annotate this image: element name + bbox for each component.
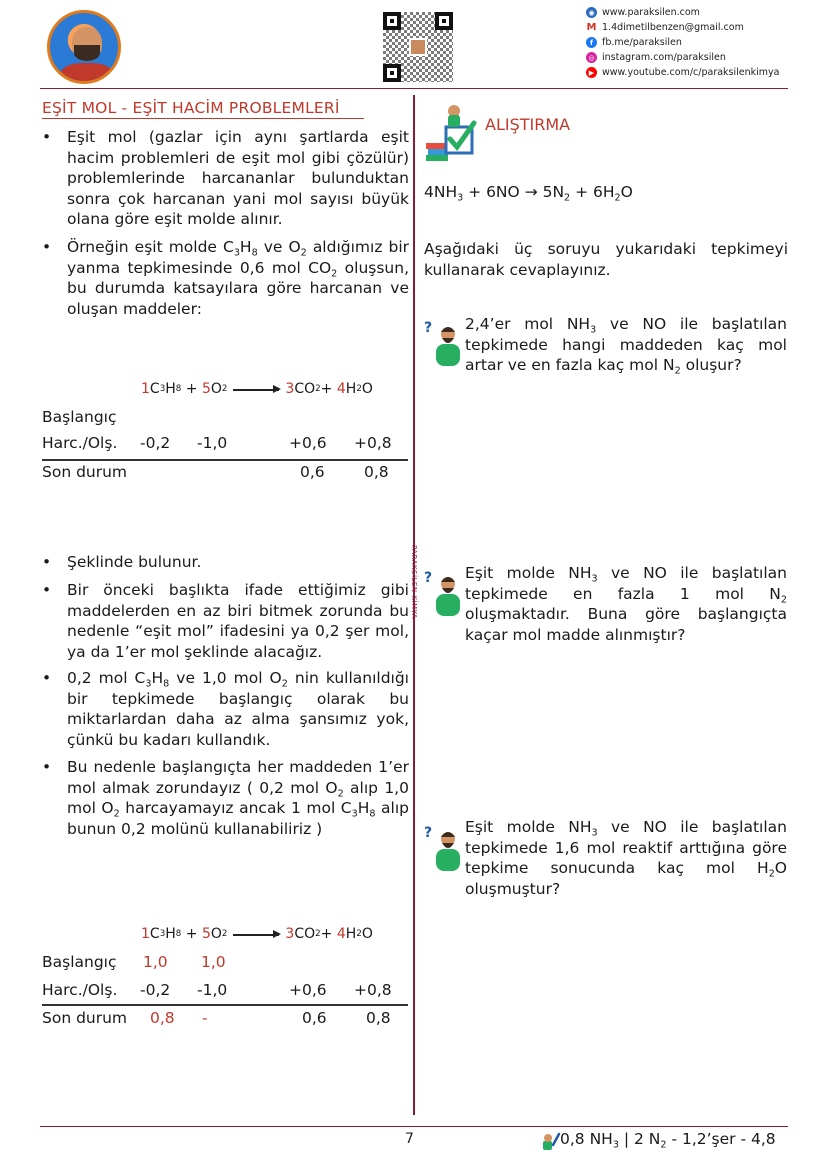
table2-rule [42, 1004, 408, 1006]
contact-list [586, 5, 818, 80]
bullet-2: • Örneğin eşit molde $C_3H_8$ ve $O_2$ aldığımız bir yanma tepkimesinde 0,6 mol $CO_2$ oluşsun, bu durumda katsayılara göre harcanan ve oluşan maddeler: [67, 237, 409, 319]
bullet-3: • Şeklinde bulunur. [67, 552, 409, 573]
table2-cell: -0,2 [140, 981, 171, 999]
table1-row-end: Son durum [42, 463, 128, 481]
footer-divider [40, 1126, 788, 1127]
table1-cell: +0,6 [289, 434, 327, 452]
table2-cell: 1,0 [143, 953, 168, 971]
exercise-title: ALIŞTIRMA [485, 115, 571, 134]
table2-cell: 0,8 [150, 1009, 175, 1027]
web-icon: ◉ [586, 7, 597, 18]
teacher-question-icon [424, 823, 462, 873]
section-title-underline [42, 118, 364, 119]
table2-cell: 1,0 [201, 953, 226, 971]
table2-cell: -1,0 [197, 981, 228, 999]
question-3: Eşit molde $NH_3$ ve NO ile başlatılan tepkimede 1,6 mol reaktif arttığına göre tepkime sonucunda kaç mol $H_2O$ oluşmuştur? [465, 818, 787, 898]
facebook-icon: f [586, 37, 597, 48]
reaction-arrow [233, 389, 279, 391]
teacher-question-icon [424, 318, 462, 368]
header-divider [40, 88, 788, 89]
reaction-equation-2: 1 C 3 H 8 + 5 O 2 3 CO 2 + 4 H 2 O [141, 926, 373, 942]
contact-email[interactable]: M 1.4dimetilbenzen@gmail.com [586, 22, 744, 33]
answer-key-icon [541, 1131, 561, 1151]
reaction-equation-main: $4NH_3 + 6NO \to 5N_2 + 6H_2O$ [424, 183, 633, 204]
bullet-6: • Bu nedenle başlangıçta her maddeden 1’er mol almak zorundayız ( 0,2 mol $O_2$ alıp 1,0 mol $O_2$ harcayamayız ancak 1 mol $C_3H_8$ alıp bunun 0,2 molünü kullanabiliriz ) [67, 757, 409, 839]
table2-row-start: Başlangıç [42, 953, 117, 971]
table2-cell: 0,6 [302, 1009, 327, 1027]
bullet-1: • Eşit mol (gazlar için aynı şartlarda eşit hacim problemleri de eşit mol gibi çözülür) problemlerinde harcananlar bulunduktan sonra çok harcanan yani mol sayısı büyük olana göre eşit molde alınır. [67, 127, 409, 230]
contact-facebook[interactable]: f fb.me/paraksilen [586, 35, 818, 50]
table2-cell: - [202, 1009, 208, 1027]
table2-row-change: Harc./Olş. [42, 981, 118, 999]
table1-rule [42, 459, 408, 461]
table1-cell: -1,0 [197, 434, 228, 452]
svg-text:?: ? [424, 570, 433, 586]
contact-website[interactable]: ◉ www.paraksilen.com [586, 5, 818, 20]
table2-cell: 0,8 [366, 1009, 391, 1027]
bullet-5: • 0,2 mol $C_3H_8$ ve 1,0 mol $O_2$ nin kullanıldığı bir tepkimede başlangıç olarak bu miktarlardan daha az alma şansımız yok, çünkü bu kadarı kullandık. [67, 668, 409, 750]
author-avatar [47, 10, 121, 84]
question-2: Eşit molde $NH_3$ ve NO ile başlatılan tepkimede en fazla 1 mol $N_2$ oluşmaktadır. Buna göre başlangıçta kaçar mol madde alınmıştır? [465, 564, 787, 644]
question-1: 2,4’er mol $NH_3$ ve NO ile başlatılan tepkimede hangi maddeden kaç mol artar ve en fazla kaç mol $N_2$ oluşur? [465, 315, 788, 377]
teacher-question-icon [424, 568, 462, 618]
bullet-4: • Bir önceki başlıkta ifade ettiğimiz gibi maddelerden en az biri bitmek zorunda bu nedenle “eşit mol” ifadesini ya 0,2 şer mol, ya da 1’er mol şeklinde alacağız. [67, 580, 409, 662]
answer-key: 0,8 $NH_3$ | 2 $N_2$ - 1,2’şer - 4,8 [560, 1130, 776, 1151]
contact-youtube[interactable]: ▶ www.youtube.com/c/paraksilenkimya [586, 65, 818, 80]
gmail-icon: M [586, 22, 597, 33]
table2-cell: +0,8 [354, 981, 392, 999]
vertical-brand: PARAKSİLEN KİMYA [410, 545, 418, 620]
contact-instagram[interactable]: ◎ instagram.com/paraksilen [586, 50, 818, 65]
svg-text:?: ? [424, 825, 433, 841]
table2-cell: +0,6 [289, 981, 327, 999]
table1-cell: 0,6 [300, 463, 325, 481]
instagram-icon: ◎ [586, 52, 597, 63]
reaction-arrow [233, 934, 279, 936]
youtube-icon: ▶ [586, 67, 597, 78]
qr-code[interactable] [383, 12, 453, 82]
table1-cell: 0,8 [364, 463, 389, 481]
section-title: EŞİT MOL - EŞİT HACİM PROBLEMLERİ [42, 99, 340, 117]
svg-text:?: ? [424, 320, 433, 336]
table1-cell: -0,2 [140, 434, 171, 452]
exercise-icon [424, 103, 484, 163]
table1-cell: +0,8 [354, 434, 392, 452]
exercise-instruction: Aşağıdaki üç soruyu yukarıdaki tepkimeyi kullanarak cevaplayınız. [424, 240, 788, 279]
table1-row-change: Harc./Olş. [42, 434, 118, 452]
table2-row-end: Son durum [42, 1009, 128, 1027]
reaction-equation-1: 1 C 3 H 8 + 5 O 2 3 CO 2 + 4 H 2 O [141, 381, 373, 397]
page-number: 7 [405, 1131, 414, 1147]
table1-row-start: Başlangıç [42, 408, 117, 426]
